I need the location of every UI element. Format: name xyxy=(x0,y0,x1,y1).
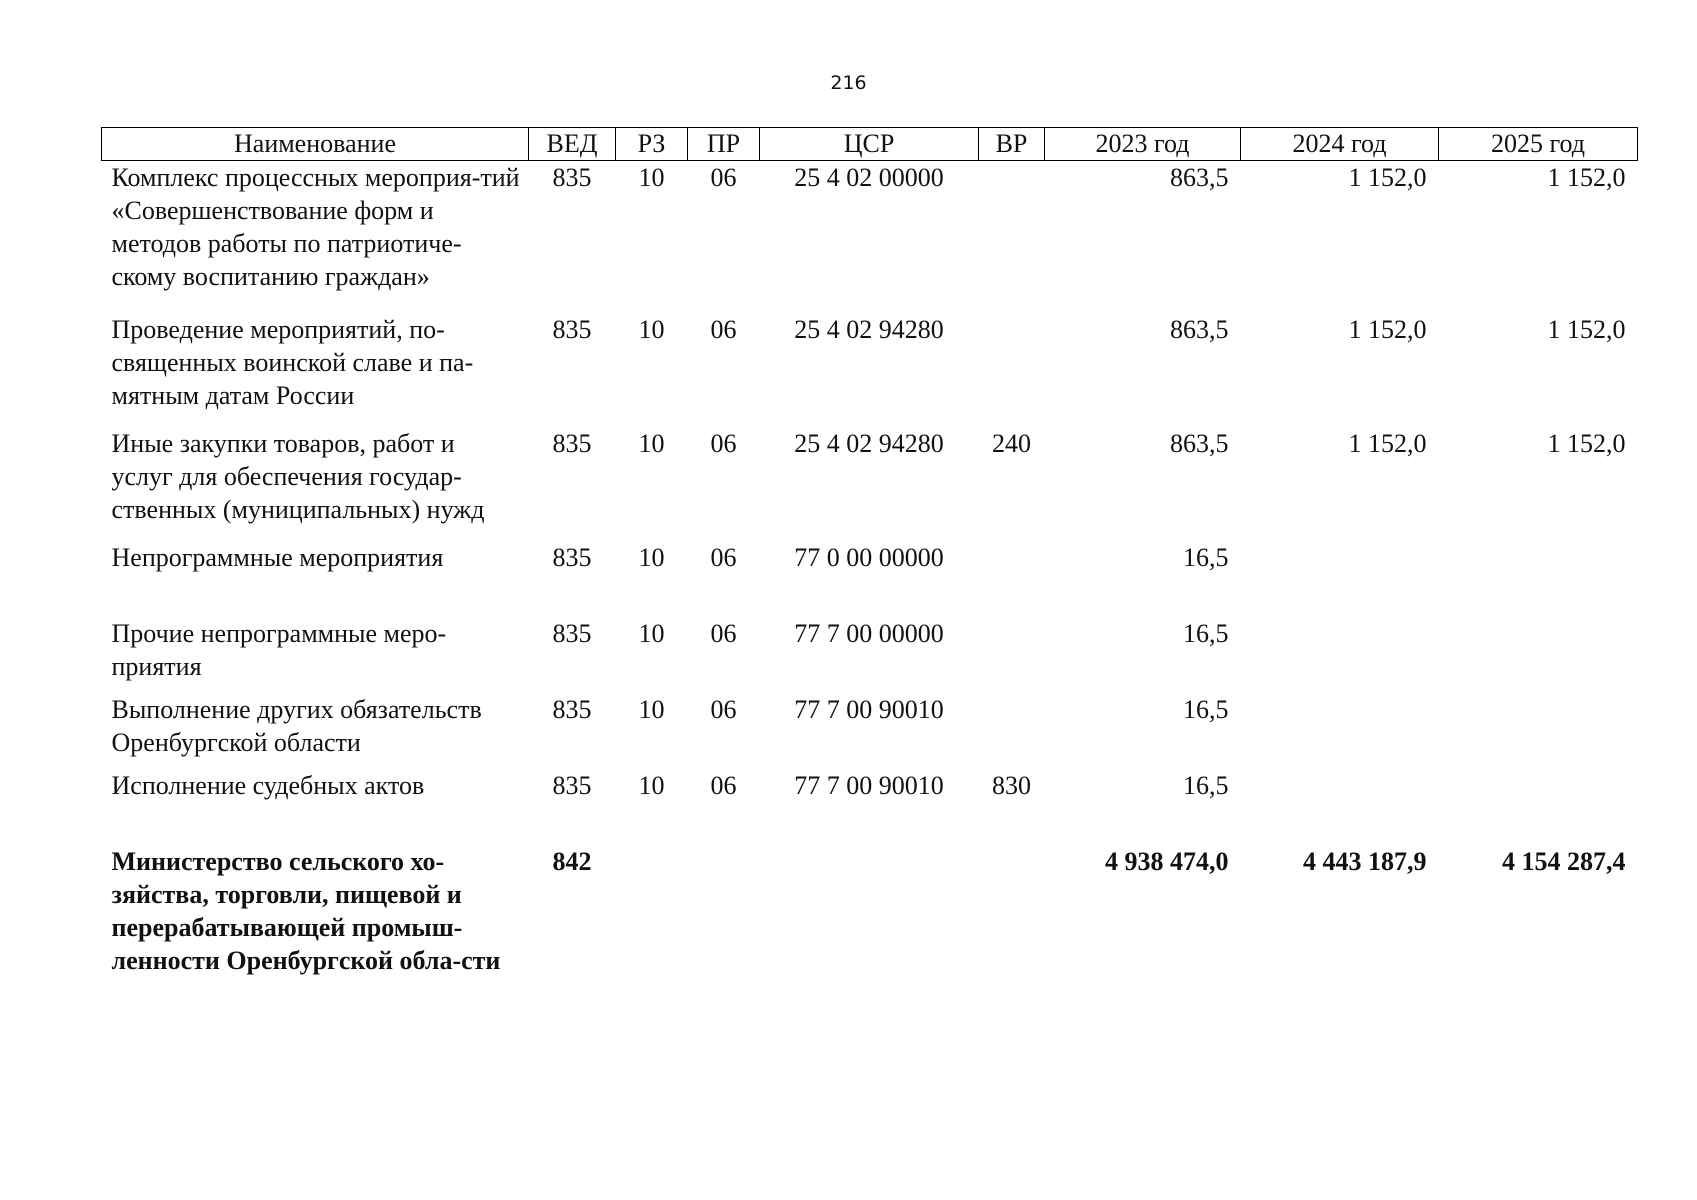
row-csr: 25 4 02 00000 xyxy=(794,163,944,192)
row-vr xyxy=(979,541,1045,617)
row-rz: 10 xyxy=(638,770,665,800)
row-2023: 16,5 xyxy=(1183,694,1229,724)
row-pr: 06 xyxy=(710,618,737,648)
row-ved: 835 xyxy=(552,163,592,192)
row-csr: 25 4 02 94280 xyxy=(794,314,944,344)
row-csr: 77 7 00 90010 xyxy=(794,770,944,800)
row-name: Министерство сельского хо-зяйства, торговли, пищевой и перерабатывающей промыш-ленности Оренбургской обла-сти xyxy=(111,846,501,975)
row-vr xyxy=(979,617,1045,693)
row-name: Выполнение других обязательств Оренбургской области xyxy=(111,694,482,757)
row-2023: 863,5 xyxy=(1170,428,1229,458)
row-2025 xyxy=(1439,617,1638,693)
row-csr: 77 0 00 00000 xyxy=(794,542,944,572)
row-pr: 06 xyxy=(710,542,737,572)
header-row xyxy=(102,128,1638,161)
row-csr: 77 7 00 90010 xyxy=(794,694,944,724)
header-2023: 2023 год xyxy=(1045,128,1241,161)
row-2024: 1 152,0 xyxy=(1348,428,1427,458)
row-2024 xyxy=(1241,693,1439,769)
row-vr xyxy=(979,161,1045,313)
budget-table xyxy=(101,127,1638,1015)
row-rz xyxy=(616,845,688,1015)
row-2024: 1 152,0 xyxy=(1348,314,1427,344)
row-vr: 830 xyxy=(992,770,1031,800)
row-csr: 77 7 00 00000 xyxy=(794,618,944,648)
row-2025 xyxy=(1439,769,1638,845)
table-row xyxy=(102,769,1638,845)
row-2025: 1 152,0 xyxy=(1547,163,1626,192)
row-name: Исполнение судебных актов xyxy=(111,770,425,800)
header-pr: ПР xyxy=(688,128,760,161)
row-2024: 4 443 187,9 xyxy=(1303,846,1427,876)
row-name: Прочие непрограммные меро-приятия xyxy=(111,618,447,681)
row-rz: 10 xyxy=(638,314,665,344)
row-2024 xyxy=(1241,769,1439,845)
header-ved: ВЕД xyxy=(529,128,616,161)
table-row xyxy=(102,617,1638,693)
row-vr: 240 xyxy=(992,428,1031,458)
header-2025: 2025 год xyxy=(1439,128,1638,161)
table-row xyxy=(102,693,1638,769)
row-vr xyxy=(979,845,1045,1015)
row-rz: 10 xyxy=(638,618,665,648)
row-2024 xyxy=(1241,541,1439,617)
row-ved: 835 xyxy=(552,770,592,800)
row-2025 xyxy=(1439,541,1638,617)
table-row xyxy=(102,313,1638,427)
row-ved: 835 xyxy=(552,618,592,648)
table-row xyxy=(102,427,1638,541)
header-2024: 2024 год xyxy=(1241,128,1439,161)
row-name: Непрограммные мероприятия xyxy=(111,542,444,572)
header-name: Наименование xyxy=(102,128,529,161)
table-row xyxy=(102,541,1638,617)
row-ved: 835 xyxy=(552,542,592,572)
row-pr: 06 xyxy=(710,314,737,344)
row-2025 xyxy=(1439,693,1638,769)
row-ved: 835 xyxy=(552,314,592,344)
row-2024: 1 152,0 xyxy=(1348,163,1427,192)
row-2023: 4 938 474,0 xyxy=(1105,846,1229,876)
row-2023: 16,5 xyxy=(1183,618,1229,648)
row-rz: 10 xyxy=(638,694,665,724)
row-2025: 4 154 287,4 xyxy=(1502,846,1626,876)
row-vr xyxy=(979,693,1045,769)
table-row-ministry xyxy=(102,845,1638,1015)
row-2023: 16,5 xyxy=(1183,542,1229,572)
header-vr: ВР xyxy=(979,128,1045,161)
row-csr xyxy=(760,845,979,1015)
row-pr: 06 xyxy=(710,770,737,800)
header-rz: РЗ xyxy=(616,128,688,161)
row-ved: 835 xyxy=(552,694,592,724)
row-vr xyxy=(979,313,1045,427)
row-name: Комплекс процессных мероприя-тий «Совершенствование форм и методов работы по патриотиче-скому воспитанию граждан» xyxy=(111,163,520,291)
row-pr: 06 xyxy=(710,428,737,458)
row-ved: 835 xyxy=(552,428,592,458)
page-number: 216 xyxy=(830,72,867,94)
table-row xyxy=(102,161,1638,313)
row-name: Проведение мероприятий, по-священных воинской славе и па-мятным датам России xyxy=(111,314,474,410)
row-pr: 06 xyxy=(710,694,737,724)
row-rz: 10 xyxy=(638,428,665,458)
row-2023: 16,5 xyxy=(1183,770,1229,800)
row-rz: 10 xyxy=(638,542,665,572)
row-2023: 863,5 xyxy=(1170,163,1229,192)
row-2024 xyxy=(1241,617,1439,693)
row-pr xyxy=(688,845,760,1015)
row-name: Иные закупки товаров, работ и услуг для обеспечения государ-ственных (муниципальных) нужд xyxy=(111,428,485,524)
row-ved: 842 xyxy=(552,846,592,876)
row-2025: 1 152,0 xyxy=(1547,428,1626,458)
header-csr: ЦСР xyxy=(760,128,979,161)
row-2025: 1 152,0 xyxy=(1547,314,1626,344)
row-rz: 10 xyxy=(638,163,665,192)
row-2023: 863,5 xyxy=(1170,314,1229,344)
row-csr: 25 4 02 94280 xyxy=(794,428,944,458)
row-pr: 06 xyxy=(710,163,737,192)
